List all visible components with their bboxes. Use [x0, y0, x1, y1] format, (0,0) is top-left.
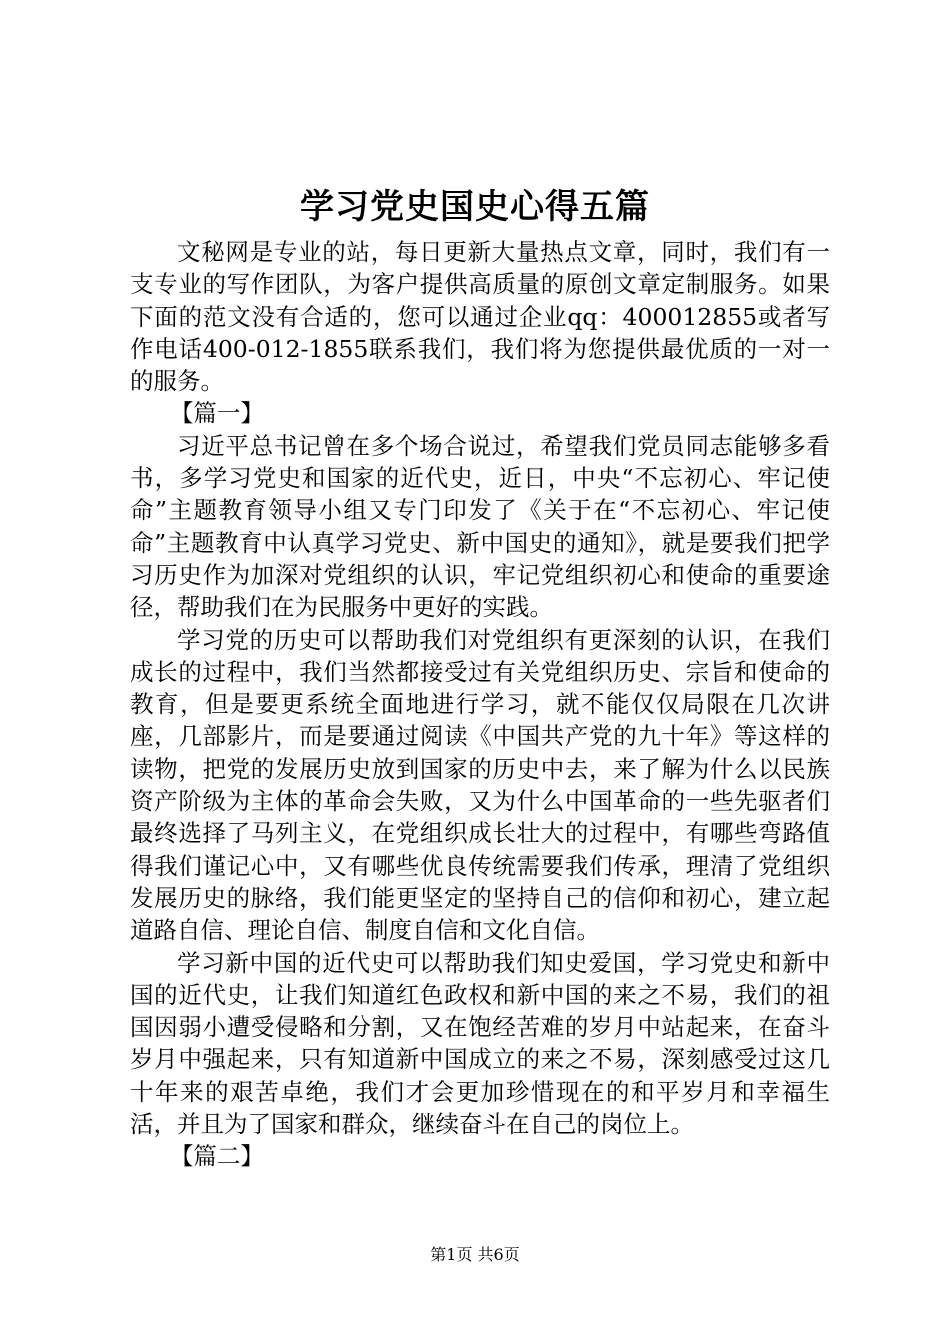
section-heading-2: 【篇二】	[169, 1142, 264, 1171]
page-footer: 第1页 共6页	[430, 1245, 520, 1264]
body-paragraph: 学习党的历史可以帮助我们对党组织有更深刻的认识，在我们成长的过程中，我们当然都接受过有关党组织历史、宗旨和使命的教育，但是要更系统全面地进行学习，就不能仅仅局限在几次讲座，几部影片，而是要通过阅读《中国共产党的九十年》等这样的读物，把党的发展历史放到国家的历史中去，来了解为什么以民族资产阶级为主体的革命会失败，又为什么中国革命的一些先驱者们最终选择了马列主义，在党组织成长壮大的过程中，有哪些弯路值得我们谨记心中，又有哪些优良传统需要我们传承，理清了党组织发展历史的脉络，我们能更坚定的坚持自己的信仰和初心，建立起道路自信、理论自信、制度自信和文化自信。	[130, 625, 830, 945]
document-title: 学习党史国史心得五篇	[300, 187, 650, 227]
document-body	[130, 236, 830, 1173]
body-paragraph: 习近平总书记曾在多个场合说过，希望我们党员同志能够多看书，多学习党史和国家的近代史，近日，中央“不忘初心、牢记使命”主题教育领导小组又专门印发了《关于在“不忘初心、牢记使命”主题教育中认真学习党史、新中国史的通知》，就是要我们把学习历史作为加深对党组织的认识，牢记党组织初心和使命的重要途径，帮助我们在为民服务中更好的实践。	[130, 431, 830, 622]
body-paragraph: 学习新中国的近代史可以帮助我们知史爱国，学习党史和新中国的近代史，让我们知道红色政权和新中国的来之不易，我们的祖国因弱小遭受侵略和分割，又在饱经苦难的岁月中站起来，在奋斗岁月中强起来，只有知道新中国成立的来之不易，深刻感受过这几十年来的艰苦卓绝，我们才会更加珍惜现在的和平岁月和幸福生活，并且为了国家和群众，继续奋斗在自己的岗位上。	[130, 948, 830, 1139]
intro-paragraph: 文秘网是专业的站，每日更新大量热点文章，同时，我们有一支专业的写作团队，为客户提供高质量的原创文章定制服务。如果下面的范文没有合适的，您可以通过企业qq：400012855或者写作电话400-012-1855联系我们，我们将为您提供最优质的一对一的服务。	[130, 238, 830, 396]
section-heading-1: 【篇一】	[169, 399, 264, 428]
